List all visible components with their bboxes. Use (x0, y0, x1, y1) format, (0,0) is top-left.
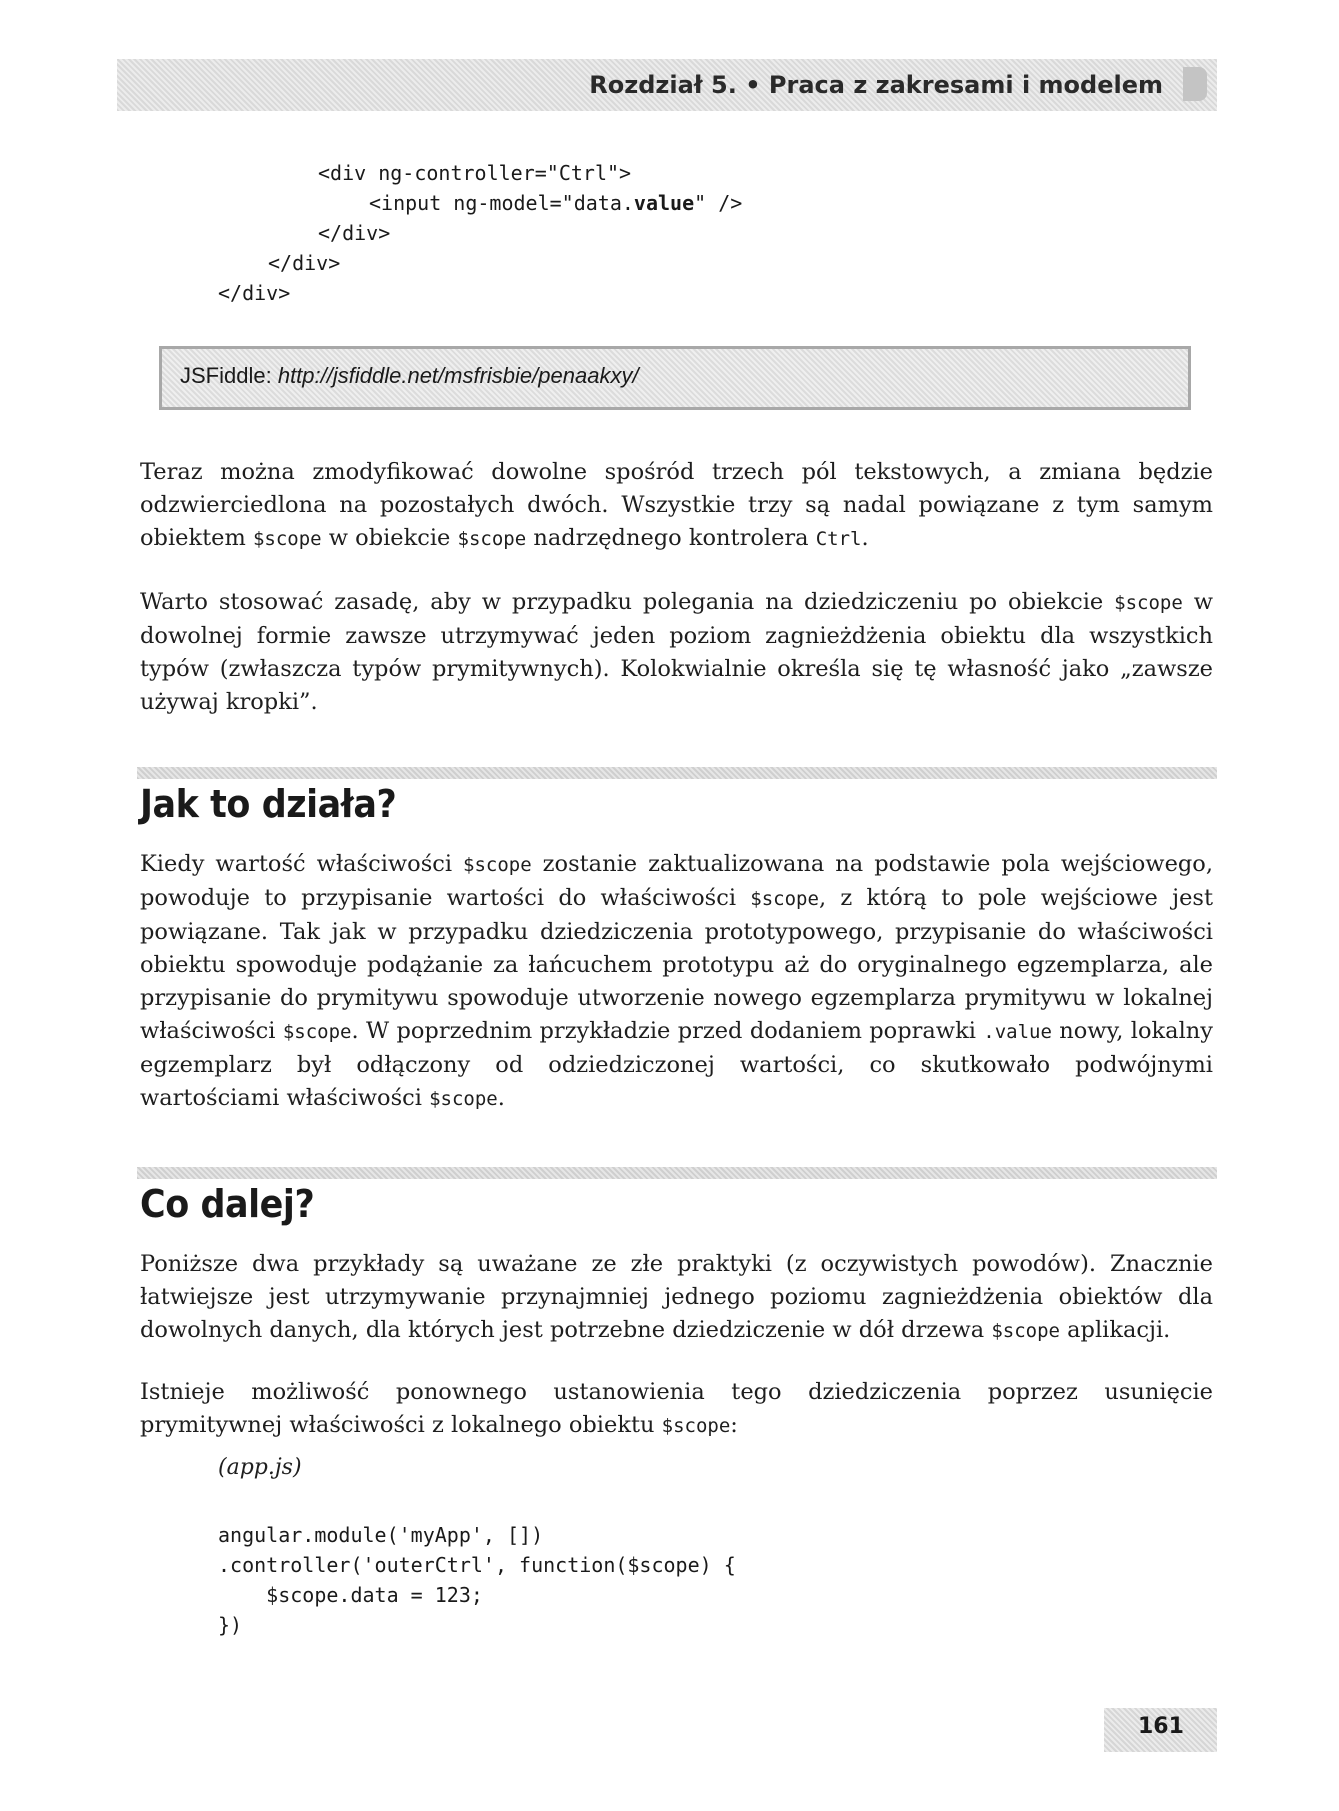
code-line: }) (218, 1613, 243, 1637)
code-line: </div> (218, 281, 291, 305)
section-heading: Co dalej? (140, 1182, 315, 1226)
paragraph: Teraz można zmodyfikować dowolne spośród trzech pól tekstowych, a zmiana będzie odzwierciedlona na pozostałych dwóch. Wszystkie trzy są nadal powiązane z tym samym obiektem $scope w obiekcie $scope nadrzędnego kontrolera Ctrl. (140, 459, 1213, 551)
code-filename: (app.js) (218, 1455, 302, 1480)
code-line: angular.module('myApp', []) (218, 1523, 544, 1547)
section-divider (137, 767, 1217, 779)
page-number-box (1104, 1708, 1217, 1752)
paragraph: Istnieje możliwość ponownego ustanowienia tego dziedziczenia poprzez usunięcie prymitywnej właściwości z lokalnego obiektu $scope: (140, 1379, 1213, 1438)
section-divider (137, 1167, 1217, 1179)
paragraph: Warto stosować zasadę, aby w przypadku polegania na dziedziczeniu po obiekcie $scope w dowolnej formie zawsze utrzymywać jeden poziom zagnieżdżenia obiektu dla wszystkich typów (zwłaszcza typów prymitywnych). Kolokwialnie określa się tę własność jako „zawsze używaj kropki”. (140, 589, 1213, 715)
paragraph: Kiedy wartość właściwości $scope zostanie zaktualizowana na podstawie pola wejściowego, powoduje to przypisanie wartości do właściwości $scope, z którą to pole wejściowe jest powiązane. Tak jak w przypadku dziedziczenia prototypowego, przypisanie do właściwości obiektu spowoduje podążanie za łańcuchem prototypu aż do oryginalnego egzemplarza, ale przypisanie do prymitywu spowoduje utworzenie nowego egzemplarza prymitywu w lokalnej właściwości $scope. W poprzednim przykładzie przed dodaniem poprawki .value nowy, lokalny egzemplarz był odłączony od odziedziczonej wartości, co skutkowało podwójnymi wartościami właściwości $scope. (140, 851, 1213, 1111)
chapter-title: Rozdział 5. • Praca z zakresami i modelem (589, 71, 1163, 99)
code-line: <input ng-model="data.value" /> (369, 191, 743, 215)
jsfiddle-link[interactable]: http://jsfiddle.net/msfrisbie/penaakxy/ (277, 363, 639, 388)
jsfiddle-note (159, 346, 1191, 410)
header-tab-decoration (1183, 67, 1207, 101)
code-line: .controller('outerCtrl', function($scope) { (218, 1553, 736, 1577)
section-heading: Jak to działa? (140, 782, 397, 826)
page-number: 161 (1138, 1714, 1184, 1739)
code-line: </div> (318, 221, 391, 245)
running-header (117, 59, 1217, 111)
code-line: </div> (268, 251, 341, 275)
jsfiddle-text (180, 363, 639, 389)
code-line: $scope.data = 123; (218, 1583, 483, 1607)
code-line: <div ng-controller="Ctrl"> (318, 161, 632, 185)
paragraph: Poniższe dwa przykłady są uważane ze złe praktyki (z oczywistych powodów). Znacznie łatwiejsze jest utrzymywanie przynajmniej jednego poziomu zagnieżdżenia obiektów dla dowolnych danych, dla których jest potrzebne dziedziczenie w dół drzewa $scope aplikacji. (140, 1251, 1213, 1343)
code-emphasis: value (633, 191, 695, 215)
jsfiddle-label: JSFiddle: (180, 363, 278, 388)
